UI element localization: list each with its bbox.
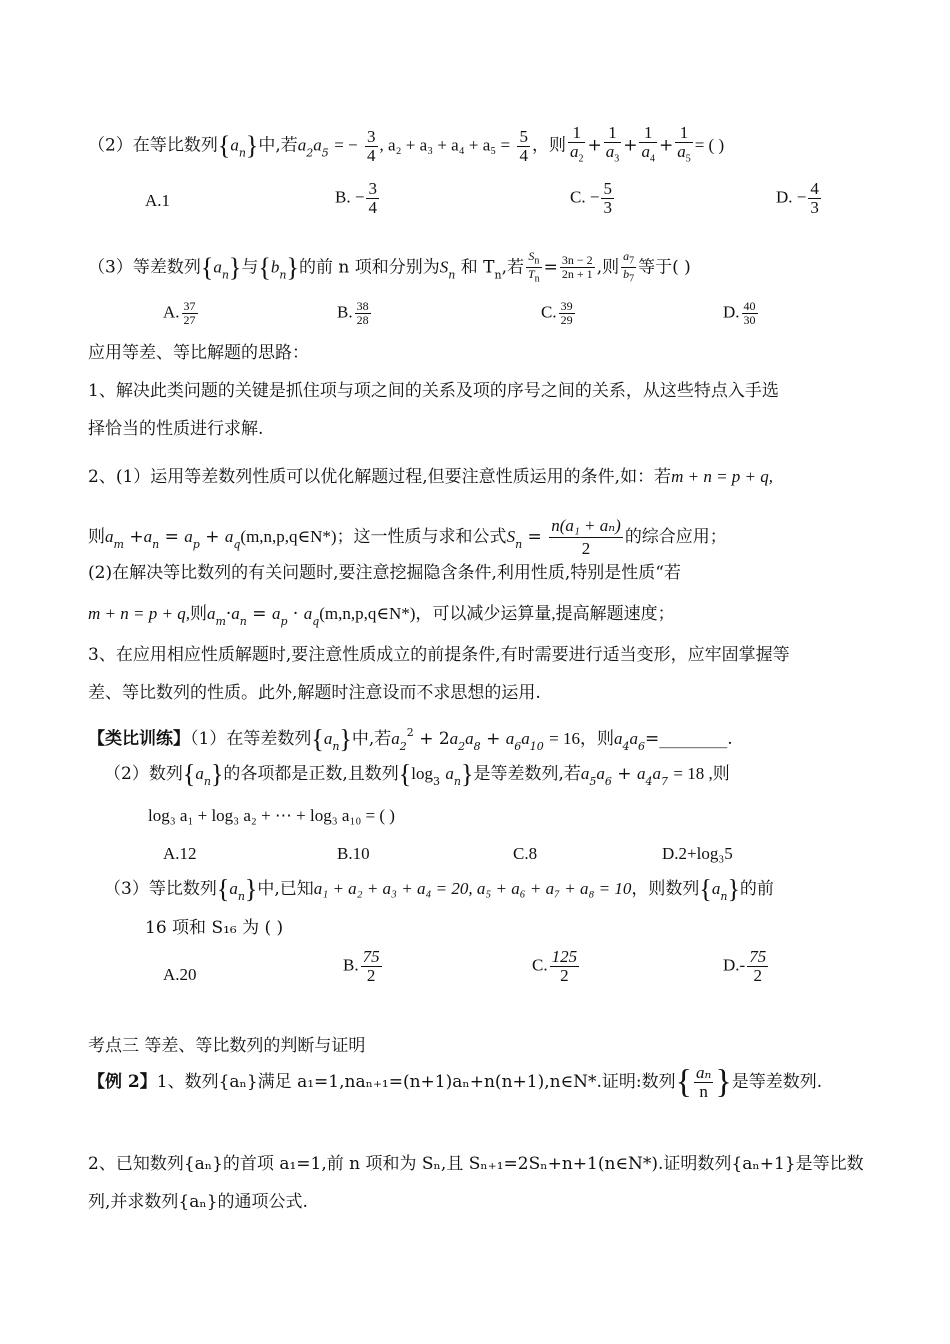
thinking-p3a: 3、在应用相应性质解题时,要注意性质成立的前提条件,有时需要进行适当变形，应牢固掌握等: [88, 645, 790, 665]
practice-q3-option-c: C. $\frac{125}{2}$: [532, 947, 578, 985]
q3-ratio-right: $\frac{3n - 2}{2n + 1}$: [561, 253, 593, 282]
section3-title: 考点三 等差、等比数列的判断与证明: [88, 1036, 366, 1056]
practice-q2-option-b: B.10: [337, 844, 370, 863]
q3-a7-b7: $\frac{a_7}{b_7}$: [623, 249, 635, 285]
thinking-p2b: 则$a_m +a_n = a_p$ + $a_q(m,n,p,q\in N*)$；这一性质与求和公式$S_n$ = $\frac{\text{n(a₁ + aₙ)}}{2}$ 的综合应用；: [88, 516, 727, 558]
q3-then: ,则: [596, 257, 620, 278]
q3-and2: 和 T: [460, 257, 495, 278]
practice-q2: （2）数列$\{a_n\}$的各项都是正数,且数列{$\log_3$ $a_n$}是等差数列,若$a_5a_6 + a_4a_7 = 18$ ,则: [104, 759, 730, 789]
q2-option-c: C. − $\frac{5}{3}$: [570, 179, 612, 217]
practice-q2-log: log₃ a₁ + log₃ a₂ + ⋯ + log₃ a₁₀ = ( ): [148, 806, 395, 825]
practice-q3-option-b: B. $\frac{75}{2}$: [343, 947, 380, 985]
brace-icon: {: [200, 252, 214, 282]
q2-cond1: = −: [334, 135, 358, 155]
q3-text1: 的前 n 项和分别为: [298, 257, 440, 278]
practice-q2-option-a: A.12: [163, 844, 197, 863]
q2-frac2: $\frac{5}{4}$: [519, 126, 528, 165]
thinking-p1a: 1、解决此类问题的关键是抓住项与项之间的关系及项的序号之间的关系，从这些特点入手选: [88, 381, 779, 401]
q3-prefix: （3）等差数列: [88, 257, 201, 278]
thinking-p2d: m + n = p + q,则$a_m\cdot a_n = a_p$ · $a_q(m,n,p,q\in N*)$，可以减少运算量,提高解题速度；: [88, 604, 675, 628]
practice-q2-option-c: C.8: [513, 844, 538, 863]
q2-cond2: , a₂ + a₃ + a₄ + a₅ =: [379, 135, 511, 155]
q2-option-d: D. − $\frac{4}{3}$: [776, 179, 819, 217]
practice-q3-option-a: A.20: [163, 965, 197, 984]
q2-paren: = ( ): [694, 135, 725, 155]
practice-q2-option-d: D.2+log₃5: [662, 844, 733, 863]
thinking-p2a: 2、(1）运用等差数列性质可以优化解题过程,但要注意性质运用的条件,如：若m + n = p + q,: [88, 467, 774, 487]
example2-part1: 【例 2】1、数列{aₙ}满足 a₁=1,naₙ₊₁=(n+1)aₙ+n(n+1),n∈N*.证明:数列{ $\frac{\text{aₙ}}{n}$ }是等差数列.: [88, 1063, 823, 1101]
q2-stem: （2）在等比数列$\{a_n\}$中,若$a_2a_5$ = − $\frac{3}{4}$ , a₂ + a₃ + a₄ + a₅ = $\frac{5}{4}$ ，则 $\frac{1}{a_2}$ + $\frac{1}{a_3}$ + $\frac{1}{a_4}$ + $\frac{1}{a_5}$ = ( ): [88, 124, 724, 168]
q3-option-a: A. $\frac{37}{27}$: [163, 299, 196, 327]
thinking-p1b: 择恰当的性质进行求解.: [88, 419, 264, 439]
practice-q1: 【类比训练】（1）在等差数列$\{a_n\}$中,若$a_2^2 + 2a_2a_8 + a_6a_{10} = 16$，则$a_4a_6=\_\_\_\_\_\_\_\_$.: [88, 724, 733, 754]
example2-part2a: 2、已知数列{aₙ}的首项 a₁=1,前 n 项和为 Sₙ,且 Sₙ₊₁=2Sₙ+n+1(n∈N*).证明数列{aₙ+1}是等比数: [88, 1154, 864, 1174]
q2-option-a: A.1: [145, 191, 171, 210]
q3-if: ,若: [501, 257, 524, 278]
q3-and: 与: [241, 257, 259, 278]
thinking-heading: 应用等差、等比解题的思路：: [88, 343, 309, 363]
practice-q3-line2: 16 项和 S₁₆ 为 ( ): [145, 918, 284, 938]
q3-option-c: C. $\frac{39}{29}$: [541, 299, 573, 327]
q2-prefix: （2）在等比数列: [88, 135, 218, 156]
brace-icon: }: [228, 252, 242, 282]
recip-a2: $\frac{1}{a_2}$: [568, 124, 586, 168]
brace-icon: }: [286, 252, 299, 282]
recip-a4: $\frac{1}{a_4}$: [639, 124, 657, 168]
brace-icon: {: [258, 252, 271, 282]
practice-q3-option-d: D.- $\frac{75}{2}$: [723, 947, 767, 985]
q3-ratio-left: $\frac{S_n}{T_n}$: [527, 249, 540, 285]
example2-part2b: 列,并求数列{aₙ}的通项公式.: [88, 1192, 308, 1212]
q3-equals: 等于( ): [638, 257, 691, 278]
q2-option-b: B. − $\frac{3}{4}$: [335, 179, 377, 217]
practice-q3: （3）等比数列$\{a_n\}$中,已知a₁ + a₂ + a₃ + a₄ = 20, a₅ + a₆ + a₇ + a₈ = 10，则数列$\{a_n\}$的前: [104, 874, 774, 904]
thinking-p2c: (2)在解决等比数列的有关问题时,要注意挖掘隐含条件,利用性质,特别是性质“若: [88, 563, 681, 583]
q3-option-b: B. $\frac{38}{28}$: [337, 299, 369, 327]
example-label: 【例 2】: [88, 1072, 157, 1092]
recip-a5: $\frac{1}{a_5}$: [675, 124, 693, 168]
recip-a3: $\frac{1}{a_3}$: [604, 124, 622, 168]
thinking-p3b: 差、等比数列的性质。此外,解题时注意设而不求思想的运用.: [88, 683, 541, 703]
brace-icon: {: [217, 131, 231, 161]
q2-then: ，则: [531, 135, 566, 156]
practice-title: 【类比训练】: [88, 729, 190, 749]
q2-mid: 中,若: [258, 135, 298, 156]
q2-frac1: $\frac{3}{4}$: [367, 126, 376, 165]
q3-option-d: D. $\frac{40}{30}$: [723, 299, 756, 327]
brace-icon: }: [245, 131, 259, 161]
q3-stem: （3）等差数列$\{a_n\}$与$\{b_n\}$的前 n 项和分别为$S_n$ 和 $T_n$,若 $\frac{S_n}{T_n}$ = $\frac{3n - 2}{2n + 1}$ ,则 $\frac{a_7}{b_7}$ 等于( ): [88, 249, 691, 285]
